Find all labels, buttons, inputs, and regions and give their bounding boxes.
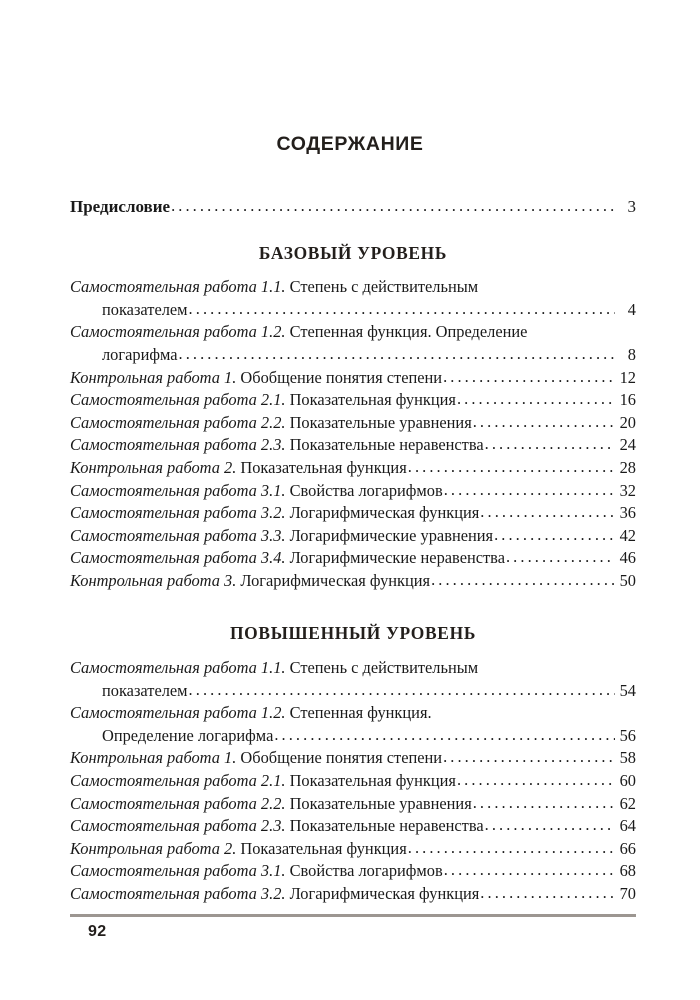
toc-entry-title: Свойства логарифмов [285, 861, 443, 881]
toc-entry-page: 32 [619, 480, 636, 500]
toc-entry-page: 46 [619, 548, 636, 568]
toc-entry-label: Самостоятельная работа 3.1. [70, 861, 286, 881]
toc-entry-label: Самостоятельная работа 1.2. [70, 703, 286, 723]
toc-entry-page: 28 [619, 457, 636, 477]
toc-entry-label: Самостоятельная работа 3.3. [70, 525, 286, 545]
dot-leader [443, 366, 615, 389]
toc-entry-title: Степенная функция. [285, 703, 432, 723]
toc-entry[interactable] [70, 815, 636, 838]
dot-leader [506, 546, 615, 569]
dot-leader [485, 814, 615, 837]
toc-entry-title: Показательные уравнения [285, 793, 472, 813]
toc-entry-label: Предисловие [70, 197, 171, 216]
dot-leader [274, 724, 615, 747]
toc-entry-title-cont: логарифма [102, 344, 178, 364]
toc-entry-title: Логарифмические уравнения [285, 525, 494, 545]
toc-entry-label: Самостоятельная работа 2.2. [70, 793, 286, 813]
dot-leader [444, 479, 615, 502]
dot-leader [494, 524, 615, 547]
dot-leader [431, 569, 615, 592]
toc-entry-page: 20 [619, 412, 636, 432]
toc-section-heading: ПОВЫШЕННЫЙ УРОВЕНЬ [229, 622, 477, 643]
toc-entry-page: 56 [619, 725, 636, 745]
toc-entry-page: 58 [619, 748, 636, 768]
toc-entry-label: Самостоятельная работа 3.2. [70, 884, 286, 904]
page-title: СОДЕРЖАНИЕ [276, 133, 424, 155]
toc-entry-label: Самостоятельная работа 3.4. [70, 548, 286, 568]
toc-entry-title: Обобщение понятия степени [236, 367, 443, 387]
toc-entry-page: 12 [619, 367, 636, 387]
toc-entry-page: 68 [619, 861, 636, 881]
toc-entry[interactable] [70, 770, 636, 793]
toc-entry[interactable] [70, 434, 636, 457]
toc-entry-label: Самостоятельная работа 3.1. [70, 480, 286, 500]
toc-entry-page: 4 [627, 299, 636, 319]
toc-entry-label: Контрольная работа 3. [70, 570, 237, 590]
dot-leader [457, 769, 615, 792]
toc-entry-title: Степень с действительным [285, 277, 479, 297]
toc-entry-title: Обобщение понятия степени [236, 748, 443, 768]
toc-entry-title: Логарифмическая функция [285, 884, 480, 904]
dot-leader [189, 679, 615, 702]
toc-entry-title: Степень с действительным [285, 658, 479, 678]
toc-entry-title-cont: Определение логарифма [102, 725, 274, 745]
toc-entry-page: 16 [619, 390, 636, 410]
toc-entry[interactable] [70, 657, 636, 702]
page-number: 92 [88, 923, 107, 940]
toc-entry[interactable] [70, 747, 636, 770]
toc-entry-title: Степенная функция. Определение [285, 322, 528, 342]
toc-entry-label: Самостоятельная работа 1.1. [70, 277, 286, 297]
toc-entry-preface[interactable] [70, 196, 636, 219]
toc-entry-page: 50 [619, 570, 636, 590]
dot-leader [480, 501, 615, 524]
toc-entry-page: 62 [619, 793, 636, 813]
toc-entry-title: Логарифмические неравенства [285, 548, 505, 568]
toc-entry-label: Самостоятельная работа 2.3. [70, 816, 286, 836]
toc-entry[interactable] [70, 525, 636, 548]
dot-leader [171, 195, 615, 218]
dot-leader [485, 433, 615, 456]
toc-entry-label: Самостоятельная работа 3.2. [70, 503, 286, 523]
toc-entry[interactable] [70, 502, 636, 525]
toc-entry-page: 70 [619, 884, 636, 904]
toc-entry-page: 54 [619, 680, 636, 700]
toc-entry-title: Показательная функция [236, 838, 407, 858]
dot-leader [473, 411, 615, 434]
toc-entry[interactable] [70, 570, 636, 593]
toc-entry-page: 66 [619, 838, 636, 858]
toc-entry-title-cont: показателем [102, 680, 188, 700]
dot-leader [408, 456, 615, 479]
toc-entry-title: Логарифмическая функция [236, 570, 431, 590]
toc-entry-page: 42 [619, 525, 636, 545]
toc-entry-page: 36 [619, 503, 636, 523]
toc-entry[interactable] [70, 367, 636, 390]
toc-entry[interactable] [70, 321, 636, 366]
toc-entry[interactable] [70, 457, 636, 480]
toc-entry-title: Свойства логарифмов [285, 480, 443, 500]
dot-leader [189, 298, 615, 321]
toc-entry[interactable] [70, 883, 636, 906]
toc-entry-title: Показательная функция [285, 771, 456, 791]
toc-entry-page: 8 [627, 344, 636, 364]
toc-entry-title: Логарифмическая функция [285, 503, 480, 523]
toc-sections [70, 242, 636, 906]
toc-entry-label: Контрольная работа 2. [70, 457, 237, 477]
toc-entry[interactable] [70, 838, 636, 861]
toc-entry-title: Показательные неравенства [285, 435, 484, 455]
toc-entry-label: Самостоятельная работа 2.1. [70, 771, 286, 791]
toc-entry-title: Показательные уравнения [285, 412, 472, 432]
toc-entry[interactable] [70, 793, 636, 816]
toc-entry-label: Контрольная работа 2. [70, 838, 237, 858]
toc-entry[interactable] [70, 276, 636, 321]
toc-entry-page: 60 [619, 771, 636, 791]
toc-section-heading: БАЗОВЫЙ УРОВЕНЬ [258, 242, 448, 263]
dot-leader [443, 746, 615, 769]
toc-entry-label: Самостоятельная работа 1.1. [70, 658, 286, 678]
dot-leader [408, 837, 615, 860]
toc-entry[interactable] [70, 702, 636, 747]
toc-entry[interactable] [70, 860, 636, 883]
toc-entry-title: Показательные неравенства [285, 816, 484, 836]
toc-entry-label: Самостоятельная работа 1.2. [70, 322, 286, 342]
toc-entry-page: 24 [619, 435, 636, 455]
toc-entry-title: Показательная функция [285, 390, 456, 410]
toc-entry-page: 64 [619, 816, 636, 836]
toc-entry-label: Самостоятельная работа 2.1. [70, 390, 286, 410]
dot-leader [444, 859, 615, 882]
dot-leader [179, 343, 616, 366]
toc-entry[interactable] [70, 480, 636, 503]
toc-entry-label: Контрольная работа 1. [70, 748, 237, 768]
toc-entry[interactable] [70, 547, 636, 570]
toc-entry-title: Показательная функция [236, 457, 407, 477]
toc-entry[interactable] [70, 389, 636, 412]
dot-leader [457, 388, 615, 411]
toc-entry-title-cont: показателем [102, 299, 188, 319]
dot-leader [480, 882, 615, 905]
toc-entry-label: Самостоятельная работа 2.3. [70, 435, 286, 455]
toc-list [70, 196, 636, 906]
footer-divider [70, 914, 636, 917]
toc-entry-page: 3 [627, 197, 636, 216]
toc-entry-label: Самостоятельная работа 2.2. [70, 412, 286, 432]
toc-entry-label: Контрольная работа 1. [70, 367, 237, 387]
toc-entry[interactable] [70, 412, 636, 435]
dot-leader [473, 792, 615, 815]
